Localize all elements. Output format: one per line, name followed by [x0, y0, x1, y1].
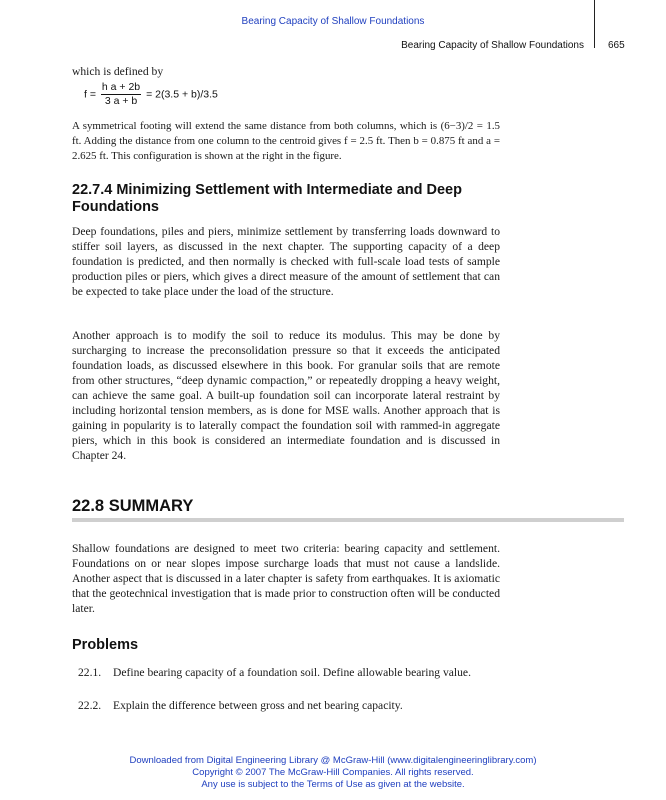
summary-paragraph: Shallow foundations are designed to meet two criteria: bearing capacity and settlement. Foundations on or near slopes impose surcharge loads that must not cause a landslide. Another aspect that is discussed in a later chapter is safety from earthquakes. It is axiomatic that the geotechnical investigation that is made prior to construction often will be conducted later. [72, 542, 500, 615]
problem-item [78, 698, 502, 713]
section-heading-22-7-4: 22.7.4 Minimizing Settlement with Intermediate and Deep Foundations [72, 182, 462, 215]
formula-numerator: h a + 2b [101, 81, 141, 93]
problem-number: 22.1. [78, 666, 102, 679]
deep-foundations-paragraph: Deep foundations, piles and piers, minimize settlement by transferring loads downward to stiffer soil layers, as discussed in the next chapter. The supporting capacity of a deep foundation is predicted, and then normally is checked with full-scale load tests of sample production piles or piers, which gives a direct measure of the amount of settlement that can be expected to take place under the load of the structure. [72, 225, 500, 298]
problems-heading: Problems [72, 637, 139, 653]
problem-item [78, 665, 502, 680]
footer-terms[interactable]: Any use is subject to the Terms of Use as given at the website. [201, 779, 465, 790]
chapter-title-link[interactable]: Bearing Capacity of Shallow Foundations [241, 16, 425, 27]
formula-lhs: f = [84, 88, 96, 101]
formula-denominator: 3 a + b [104, 95, 138, 107]
problem-text: Explain the difference between gross and net bearing capacity. [113, 699, 403, 712]
heading-rule [72, 518, 624, 522]
footer-copyright: Copyright © 2007 The McGraw-Hill Companies. All rights reserved. [192, 767, 474, 778]
problem-number: 22.2. [78, 699, 102, 712]
soil-modification-paragraph: Another approach is to modify the soil to reduce its modulus. This may be done by surcharging to increase the preconsolidation pressure so that it exceeds the anticipated foundation loads, as discussed elsewhere in this book. For granular soils that are remote from other structures, “deep dynamic compaction,” or repeatedly dropping a heavy weight, can achieve the same goal. A built-up foundation soil can incorporate lateral restraint by including horizontal tension members, as is done for MSE walls. Another approach that is gaining in popularity is to laterally compact the foundation soil with rammed-in aggregate piers, which in this book is considered an intermediate foundation and is discussed in Chapter 24. [72, 329, 500, 462]
intro-paragraph: A symmetrical footing will extend the same distance from both columns, which is (6−3)/2 = 1.5 ft. Adding the distance from one column to the centroid gives f = 2.5 ft. Then b = 0.875 ft and a = 2.625 ft. This configuration is shown at the right in the figure. [72, 120, 500, 162]
problem-text: Define bearing capacity of a foundation soil. Define allowable bearing value. [113, 666, 471, 679]
running-head: Bearing Capacity of Shallow Foundations [401, 40, 584, 51]
page-number: 665 [608, 40, 625, 51]
formula-rhs: = 2(3.5 + b)/3.5 [146, 88, 218, 101]
header-divider [594, 0, 595, 48]
footer-download-link[interactable]: Downloaded from Digital Engineering Library @ McGraw-Hill (www.digitalengineeringlibrary.com) [129, 755, 537, 766]
formula-fraction [101, 81, 141, 108]
formula [84, 81, 218, 108]
defined-by-text: which is defined by [72, 65, 164, 78]
section-heading-22-8: 22.8 SUMMARY [72, 497, 194, 515]
